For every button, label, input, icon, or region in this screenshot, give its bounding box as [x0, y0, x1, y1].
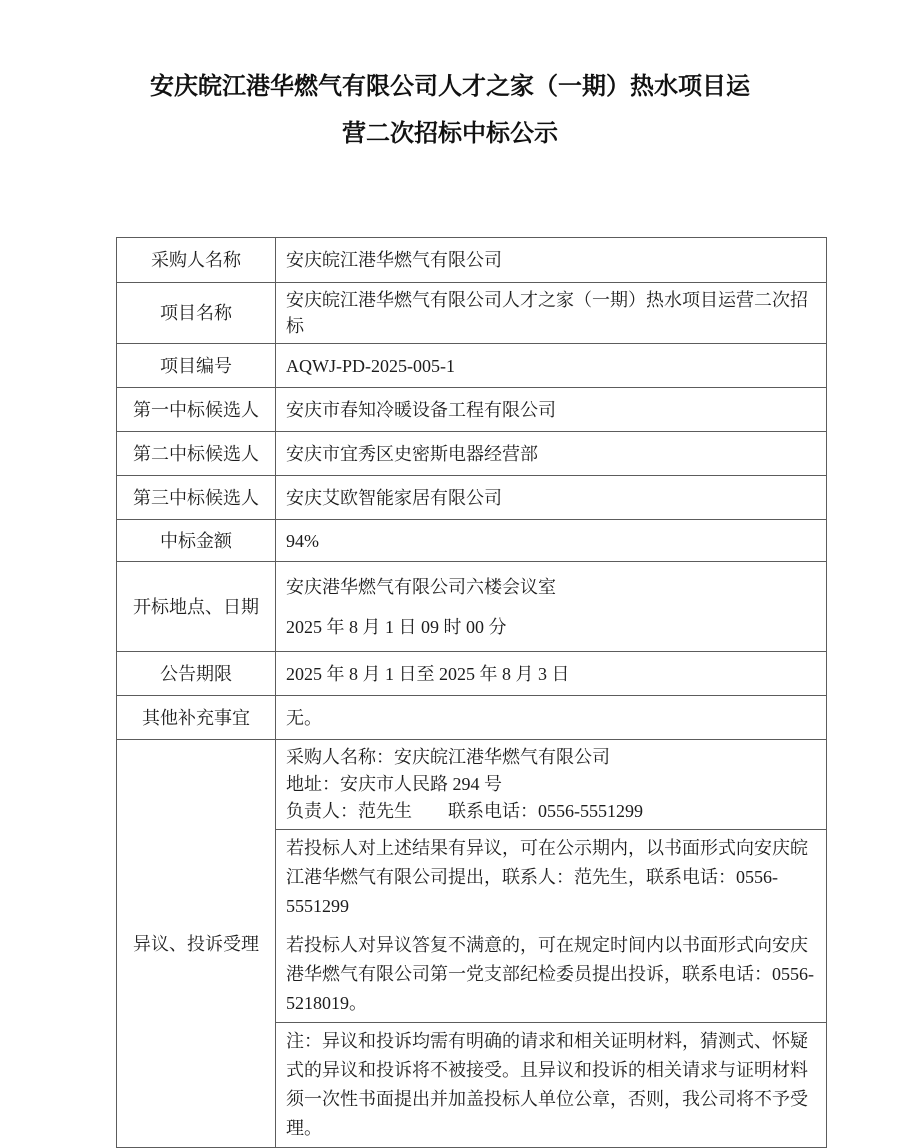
table-row-notice-period — [117, 652, 827, 696]
candidate-1-label: 第一中标候选人 — [117, 388, 276, 432]
objection-note-cell — [276, 1023, 827, 1148]
bid-opening-label: 开标地点、日期 — [117, 562, 276, 652]
objection-contact-purchaser: 采购人名称：安庆皖江港华燃气有限公司 — [286, 747, 610, 767]
table-row-candidate-1 — [117, 388, 827, 432]
project-no-value: AQWJ-PD-2025-005-1 — [276, 344, 827, 388]
candidate-2-label: 第二中标候选人 — [117, 432, 276, 476]
table-row-award-amount — [117, 520, 827, 562]
bid-opening-value — [276, 562, 827, 652]
table-row-purchaser — [117, 238, 827, 283]
objection-paragraph-2: 若投标人对异议答复不满意的，可在规定时间内以书面形式向安庆港华燃气有限公司第一党支部纪检委员提出投诉，联系电话：0556-5218019。 — [286, 935, 814, 1013]
table-row-bid-opening — [117, 562, 827, 652]
purchaser-label: 采购人名称 — [117, 238, 276, 283]
project-name-value: 安庆皖江港华燃气有限公司人才之家（一期）热水项目运营二次招标 — [276, 283, 827, 344]
objection-contact-cell — [276, 740, 827, 830]
award-amount-value: 94% — [276, 520, 827, 562]
bid-notice-table — [116, 237, 827, 1148]
table-row-project-name — [117, 283, 827, 344]
notice-period-label: 公告期限 — [117, 652, 276, 696]
bid-opening-datetime: 2025 年 8 月 1 日 09 时 00 分 — [286, 616, 507, 637]
objection-label: 异议、投诉受理 — [117, 740, 276, 1148]
table-row-project-no — [117, 344, 827, 388]
project-name-label: 项目名称 — [117, 283, 276, 344]
bid-opening-place: 安庆港华燃气有限公司六楼会议室 — [286, 576, 556, 597]
award-amount-label: 中标金额 — [117, 520, 276, 562]
objection-procedure-cell — [276, 830, 827, 1023]
notice-period-value: 2025 年 8 月 1 日至 2025 年 8 月 3 日 — [276, 652, 827, 696]
other-matters-label: 其他补充事宜 — [117, 696, 276, 740]
candidate-2-value: 安庆市宜秀区史密斯电器经营部 — [276, 432, 827, 476]
page-title — [100, 64, 800, 158]
candidate-3-value: 安庆艾欧智能家居有限公司 — [276, 476, 827, 520]
objection-contact-person-phone: 负责人：范先生 联系电话：0556-5551299 — [286, 801, 643, 821]
candidate-3-label: 第三中标候选人 — [117, 476, 276, 520]
candidate-1-value: 安庆市春知冷暖设备工程有限公司 — [276, 388, 827, 432]
purchaser-value: 安庆皖江港华燃气有限公司 — [276, 238, 827, 283]
table-row-candidate-3 — [117, 476, 827, 520]
table-row-candidate-2 — [117, 432, 827, 476]
other-matters-value: 无。 — [276, 696, 827, 740]
page-title-line-2: 营二次招标中标公示 — [342, 121, 558, 147]
objection-paragraph-1: 若投标人对上述结果有异议，可在公示期内，以书面形式向安庆皖江港华燃气有限公司提出，联系人：范先生，联系电话：0556-5551299 — [286, 838, 808, 916]
table-row-other-matters — [117, 696, 827, 740]
objection-note: 注：异议和投诉均需有明确的请求和相关证明材料，猜测式、怀疑式的异议和投诉将不被接受。且异议和投诉的相关请求与证明材料须一次性书面提出并加盖投标人单位公章，否则，我公司将不予受理。 — [286, 1031, 808, 1138]
objection-contact-address: 地址：安庆市人民路 294 号 — [286, 774, 502, 794]
project-no-label: 项目编号 — [117, 344, 276, 388]
table-row-objection-contact — [117, 740, 827, 830]
page-title-line-1: 安庆皖江港华燃气有限公司人才之家（一期）热水项目运 — [150, 74, 750, 100]
